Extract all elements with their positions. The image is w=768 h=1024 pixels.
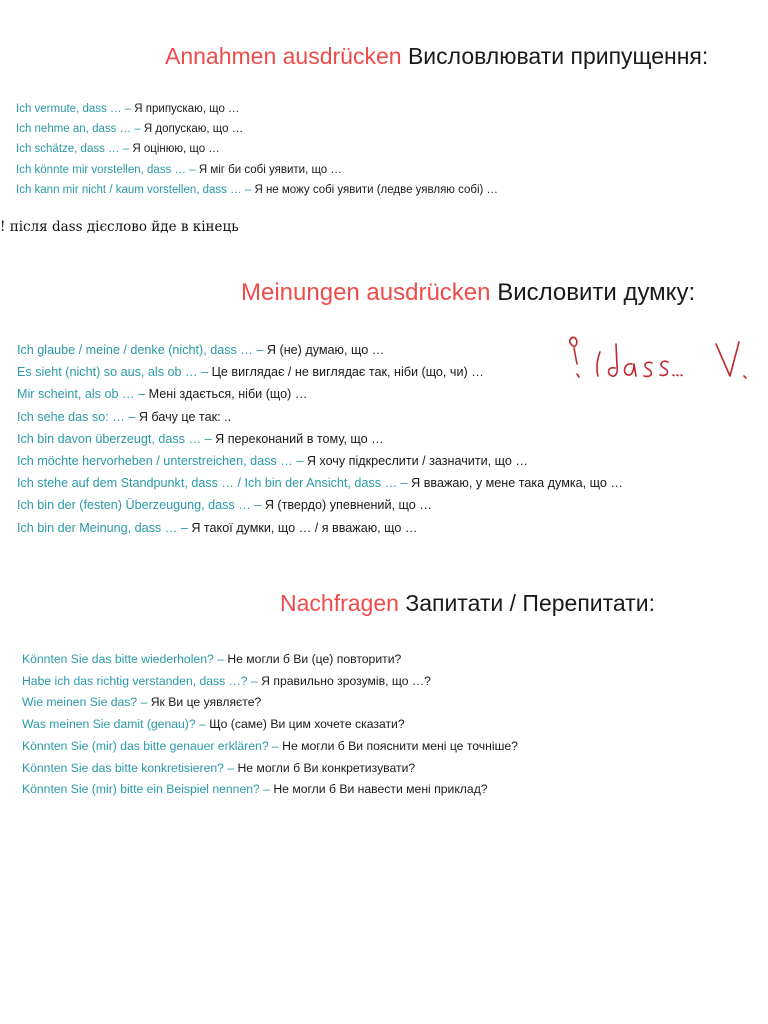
- phrase-german: Mir scheint, als ob …: [17, 387, 135, 402]
- handwriting-exclamation-stroke: [570, 337, 577, 364]
- phrase-row: [22, 779, 518, 801]
- phrase-ukrainian: Я вважаю, у мене така думка, що …: [411, 476, 623, 491]
- phrase-row: [17, 406, 623, 428]
- handwriting-comma: [597, 352, 600, 376]
- phrase-row: [17, 472, 623, 494]
- heading-german: Meinungen ausdrücken: [241, 279, 491, 306]
- phrase-dash: –: [256, 343, 264, 357]
- phrase-ukrainian: Я міг би собі уявити, що …: [198, 163, 342, 176]
- phrase-row: [16, 119, 498, 139]
- heading-german: Nachfragen: [280, 590, 399, 616]
- phrase-row: [17, 450, 623, 472]
- phrase-ukrainian: Я допускаю, що …: [143, 123, 244, 136]
- phrase-dash: –: [128, 409, 136, 424]
- phrase-dash: –: [134, 123, 141, 136]
- phrase-row: [22, 692, 518, 714]
- phrase-ukrainian: Я бачу це так: ..: [138, 409, 232, 424]
- phrase-german: Ich stehe auf dem Standpunkt, dass … / Ich bin der Ansicht, dass …: [17, 476, 398, 491]
- phrase-german: Ich schätze, dass …: [16, 143, 120, 156]
- handwriting-letter-a: [625, 364, 636, 376]
- phrase-german: Ich bin davon überzeugt, dass …: [17, 431, 202, 446]
- phrase-ukrainian: Не могли б Ви пояснити мені це точніше?: [282, 738, 518, 753]
- phrase-ukrainian: Я (не) думаю, що …: [266, 343, 385, 357]
- phrase-row: [16, 160, 498, 180]
- phrase-german: Ich nehme an, dass …: [16, 123, 132, 136]
- phrase-row: [17, 383, 623, 405]
- phrase-row: [22, 736, 518, 758]
- phrase-row: [17, 428, 623, 450]
- phrase-dash: –: [204, 431, 212, 446]
- phrase-dash: –: [400, 476, 408, 491]
- phrase-german: Ich bin der (festen) Überzeugung, dass …: [17, 498, 251, 513]
- phrase-dash: –: [140, 695, 148, 710]
- phrase-row: [22, 714, 518, 736]
- phrase-dash: –: [180, 520, 188, 535]
- handwriting-dot-1: [673, 375, 674, 376]
- phrase-dash: –: [199, 717, 206, 732]
- phrase-ukrainian: Не могли б Ви конкретизувати?: [237, 760, 416, 775]
- phrase-german: Ich könnte mir vorstellen, dass …: [16, 163, 187, 176]
- handwritten-annotation: [560, 330, 768, 390]
- phrase-ukrainian: Я переконаний в тому, що …: [215, 431, 384, 446]
- heading-german: Annahmen ausdrücken: [165, 43, 402, 69]
- handwriting-period: [744, 376, 746, 378]
- phrase-ukrainian: Що (саме) Ви цим хочете сказати?: [209, 717, 405, 732]
- phrase-german: Könnten Sie das bitte konkretisieren?: [22, 760, 224, 775]
- section-heading-meinungen: [241, 279, 695, 307]
- heading-ukrainian: Запитати / Перепитати:: [405, 590, 655, 616]
- handwriting-letter-s2: [660, 361, 668, 375]
- grammar-note: ! після dass дієслово йде в кінець: [0, 219, 239, 235]
- phrase-german: Ich glaube / meine / denke (nicht), dass …: [17, 343, 253, 357]
- phrase-ukrainian: Не могли б Ви навести мені приклад?: [273, 782, 488, 797]
- phrase-german: Könnten Sie (mir) das bitte genauer erklären?: [22, 738, 269, 753]
- phrase-row: [16, 180, 498, 200]
- phrase-list-meinungen: [17, 339, 623, 539]
- phrase-row: [16, 99, 498, 119]
- phrase-dash: –: [189, 163, 196, 176]
- phrase-german: Wie meinen Sie das?: [22, 695, 138, 710]
- phrase-ukrainian: Я припускаю, що …: [134, 103, 240, 115]
- phrase-row: [16, 139, 498, 159]
- section-heading-nachfragen: [280, 589, 655, 617]
- phrase-ukrainian: Не могли б Ви (це) повторити?: [227, 652, 402, 666]
- phrase-row: [17, 361, 623, 383]
- handwriting-dot-3: [681, 375, 682, 376]
- phrase-ukrainian: Я оцінюю, що …: [132, 143, 220, 156]
- phrase-dash: –: [244, 183, 252, 196]
- phrase-german: Es sieht (nicht) so aus, als ob …: [17, 365, 198, 380]
- phrase-dash: –: [296, 454, 304, 469]
- phrase-row: [17, 517, 623, 539]
- handwriting-letter-s1: [644, 362, 652, 376]
- phrase-ukrainian: Я хочу підкреслити / зазначити, що …: [306, 454, 528, 469]
- heading-ukrainian: Висловити думку:: [497, 279, 696, 306]
- phrase-ukrainian: Я (твердо) упевнений, що …: [264, 498, 432, 513]
- phrase-dash: –: [227, 760, 235, 775]
- phrase-german: Habe ich das richtig verstanden, dass …?: [22, 673, 248, 688]
- phrase-german: Ich vermute, dass …: [16, 103, 122, 115]
- phrase-dash: –: [201, 365, 209, 380]
- phrase-german: Ich bin der Meinung, dass …: [17, 520, 178, 535]
- phrase-ukrainian: Мені здається, ніби (що) …: [148, 387, 308, 402]
- phrase-row: [22, 671, 518, 693]
- handwriting-letter-d: [608, 344, 617, 376]
- phrase-dash: –: [250, 673, 258, 688]
- phrase-row: [17, 494, 623, 516]
- phrase-german: Ich möchte hervorheben / unterstreichen, dass …: [17, 454, 293, 469]
- phrase-ukrainian: Я не можу собі уявити (ледве уявляю собі) …: [254, 183, 499, 196]
- phrase-row: [22, 758, 518, 780]
- phrase-dash: –: [122, 143, 130, 156]
- handwriting-dot-2: [677, 375, 678, 376]
- phrase-german: Könnten Sie (mir) bitte ein Beispiel nennen?: [22, 782, 260, 797]
- phrase-list-nachfragen: [22, 649, 518, 801]
- phrase-german: Was meinen Sie damit (genau)?: [22, 717, 196, 732]
- section-heading-annahmen: [165, 42, 708, 70]
- phrase-dash: –: [254, 498, 262, 513]
- phrase-ukrainian: Я правильно зрозумів, що …?: [261, 673, 431, 688]
- phrase-row: [17, 339, 623, 361]
- handwriting-letter-v: [716, 342, 739, 376]
- phrase-dash: –: [124, 103, 132, 115]
- phrase-german: Könnten Sie das bitte wiederholen?: [22, 652, 214, 666]
- phrase-row: [22, 649, 518, 671]
- phrase-ukrainian: Це виглядає / не виглядає так, ніби (що, чи) …: [211, 365, 484, 380]
- phrase-ukrainian: Я такої думки, що … / я вважаю, що …: [191, 520, 418, 535]
- heading-ukrainian: Висловлювати припущення:: [407, 43, 709, 69]
- phrase-dash: –: [217, 652, 224, 666]
- phrase-dash: –: [263, 782, 270, 797]
- phrase-german: Ich kann mir nicht / kaum vorstellen, dass …: [16, 183, 242, 196]
- phrase-list-annahmen: [16, 99, 498, 200]
- handwriting-exclamation-dot: [577, 374, 579, 377]
- phrase-dash: –: [138, 387, 146, 402]
- phrase-german: Ich sehe das so: …: [17, 409, 125, 424]
- phrase-dash: –: [272, 738, 279, 753]
- phrase-ukrainian: Як Ви це уявляєте?: [150, 695, 262, 710]
